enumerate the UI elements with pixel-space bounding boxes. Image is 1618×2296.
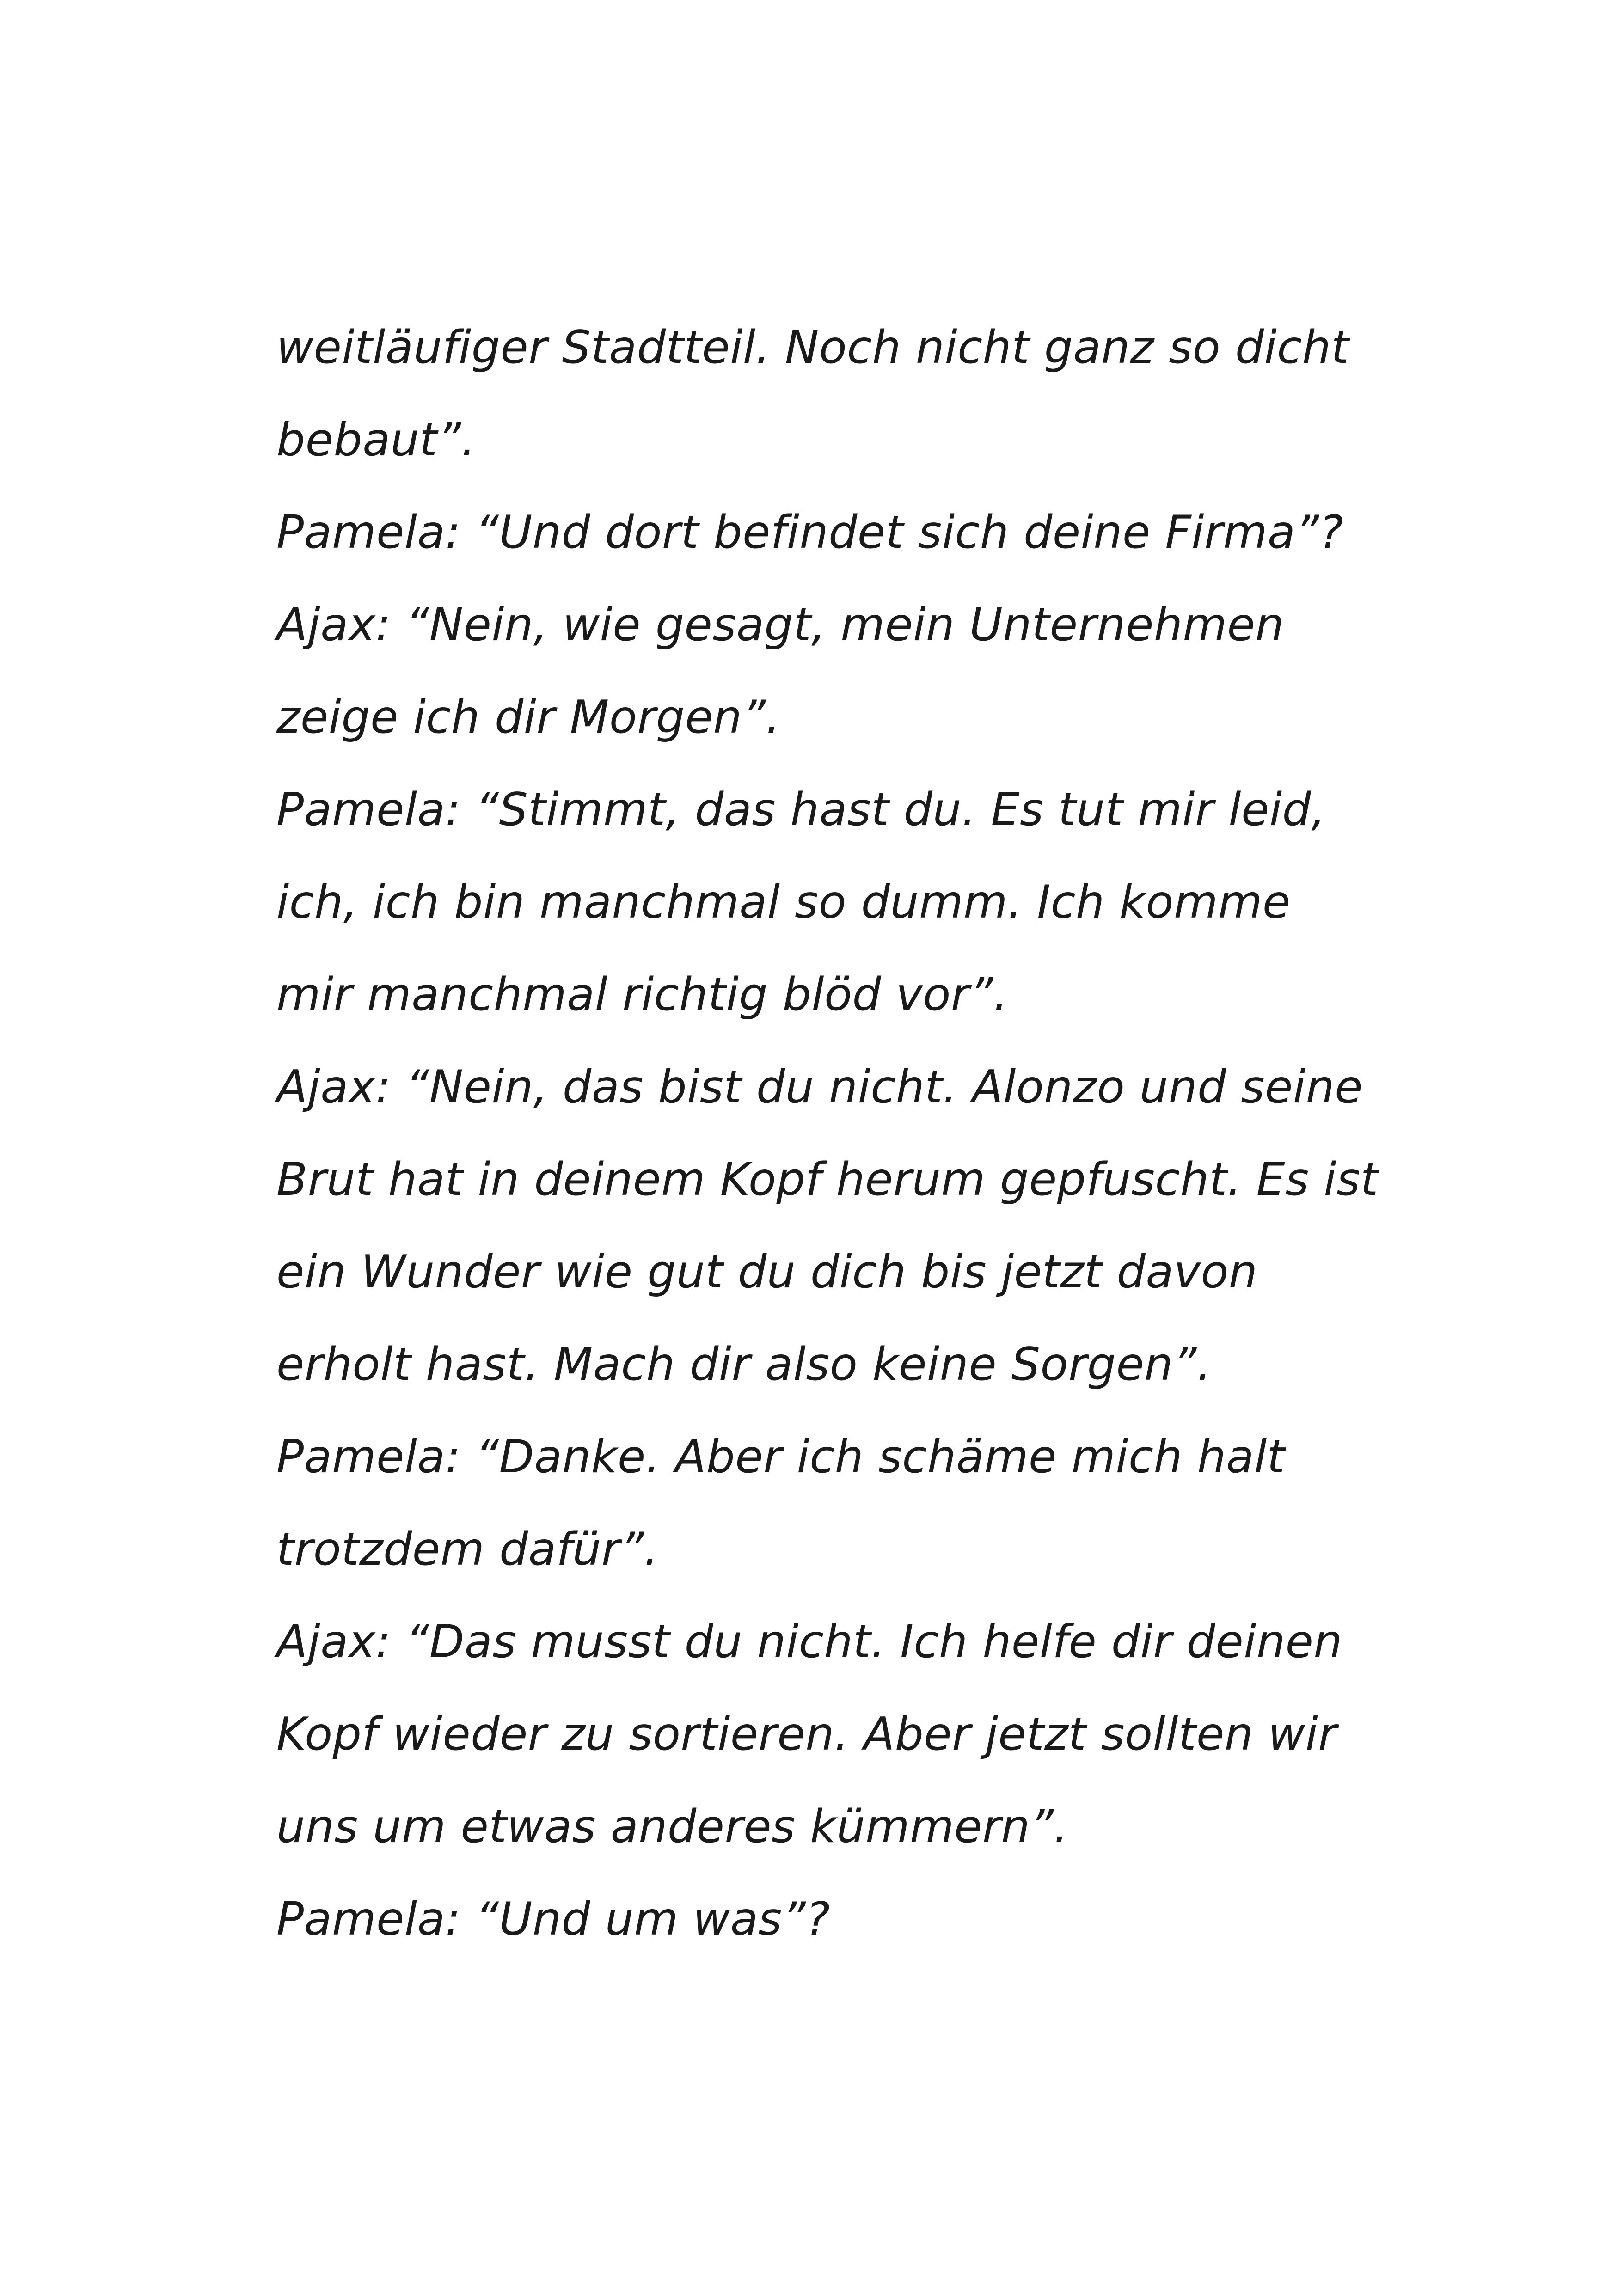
text-line: Ajax: “Das musst du nicht. Ich helfe dir deinen: [276, 1616, 1343, 1668]
text-line: mir manchmal richtig blöd vor”.: [276, 968, 1008, 1021]
text-line: weitläufiger Stadtteil. Noch nicht ganz so dicht: [276, 321, 1349, 374]
text-line: ein Wunder wie gut du dich bis jetzt davon: [276, 1246, 1258, 1298]
text-line: uns um etwas anderes kümmern”.: [276, 1800, 1069, 1853]
text-line: erholt hast. Mach dir also keine Sorgen”.: [276, 1338, 1212, 1391]
text-line: Pamela: “Danke. Aber ich schäme mich halt: [276, 1431, 1285, 1483]
text-line: Brut hat in deinem Kopf herum gepfuscht. Es ist: [276, 1153, 1379, 1206]
text-line: bebaut”.: [276, 414, 476, 466]
text-line: Pamela: “Und dort befindet sich deine Firma”?: [276, 506, 1344, 559]
dialogue-text-block: [276, 301, 1386, 1965]
text-line: zeige ich dir Morgen”.: [276, 691, 781, 744]
text-line: Pamela: “Und um was”?: [276, 1893, 830, 1946]
text-line: ich, ich bin manchmal so dumm. Ich komme: [276, 876, 1291, 929]
text-line: Kopf wieder zu sortieren. Aber jetzt sollten wir: [276, 1708, 1337, 1761]
text-line: Ajax: “Nein, das bist du nicht. Alonzo und seine: [276, 1061, 1363, 1114]
text-line: trotzdem dafür”.: [276, 1523, 659, 1576]
text-line: Ajax: “Nein, wie gesagt, mein Unternehmen: [276, 599, 1284, 651]
text-line: Pamela: “Stimmt, das hast du. Es tut mir leid,: [276, 784, 1326, 836]
